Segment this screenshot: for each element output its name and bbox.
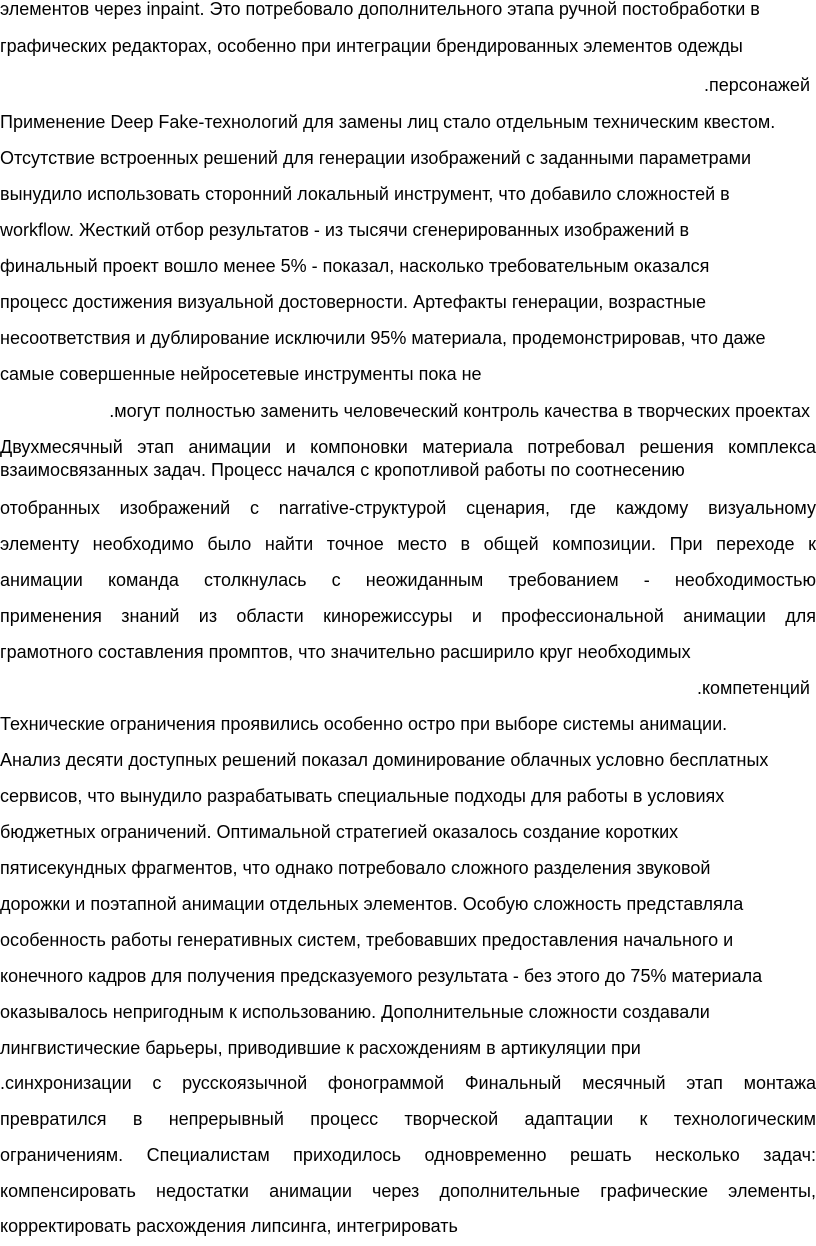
text-line-6: вынудило использовать сторонний локальный инструмент, что добавило сложностей в [0,184,730,204]
text-line-11: самые совершенные нейросетевые инструменты пока не [0,364,482,384]
text-line-26: дорожки и поэтапной анимации отдельных элементов. Особую сложность представляла [0,894,744,914]
text-line-28: конечного кадров для получения предсказуемого результата - без этого до 75% материала [0,966,763,986]
text-line-2: графических редакторах, особенно при интеграции брендированных элементов одежды [0,36,743,56]
text-line-16: элементу необходимо было найти точное место в общей композиции. При переходе к [0,534,816,554]
text-line-14: взаимосвязанных задач. Процесс начался с кропотливой работы по соотнесению [0,460,685,480]
text-line-24: бюджетных ограничений. Оптимальной стратегией оказалось создание коротких [0,822,679,842]
text-line-27: особенность работы генеративных систем, требовавших предоставления начального и [0,930,734,950]
text-line-9: процесс достижения визуальной достоверности. Артефакты генерации, возрастные [0,292,706,312]
text-line-21: Технические ограничения проявились особенно остро при выборе системы анимации. [0,714,728,734]
text-line-22: Анализ десяти доступных решений показал доминирование облачных условно бесплатных [0,750,769,770]
text-line-35: корректировать расхождения липсинга, интегрировать [0,1216,458,1236]
text-line-8: финальный проект вошло менее 5% - показал, насколько требовательным оказался [0,256,710,276]
text-line-30: лингвистические барьеры, приводившие к расхождениям в артикуляции при [0,1038,641,1058]
text-line-31: .синхронизации с русскоязычной фонограммой Финальный месячный этап монтажа [0,1073,816,1093]
text-line-3: .персонажей [703,75,810,95]
text-line-19: грамотного составления промптов, что значительно расширило круг необходимых [0,642,691,662]
text-line-15: отобранных изображений с narrative-структурой сценария, где каждому визуальному [0,498,816,518]
text-line-23: сервисов, что вынудило разрабатывать специальные подходы для работы в условиях [0,786,725,806]
text-line-18: применения знаний из области кинорежиссуры и профессиональной анимации для [0,606,816,626]
text-line-32: превратился в непрерывный процесс творческой адаптации к технологическим [0,1109,816,1129]
text-line-5: Отсутствие встроенных решений для генерации изображений с заданными параметрами [0,148,752,168]
text-line-29: оказывалось непригодным к использованию. Дополнительные сложности создавали [0,1002,710,1022]
text-line-34: компенсировать недостатки анимации через дополнительные графические элементы, [0,1181,816,1201]
text-line-13: Двухмесячный этап анимации и компоновки материала потребовал решения комплекса [0,437,816,457]
text-line-17: анимации команда столкнулась с неожиданным требованием - необходимостью [0,570,816,590]
text-line-4: Применение Deep Fake-технологий для замены лиц стало отдельным техническим квестом. [0,112,776,132]
text-line-7: workflow. Жесткий отбор результатов - из тысячи сгенерированных изображений в [0,220,690,240]
text-line-1: элементов через inpaint. Это потребовало дополнительного этапа ручной постобработки в [0,0,760,19]
text-line-25: пятисекундных фрагментов, что однако потребовало сложного разделения звуковой [0,858,711,878]
text-line-10: несоответствия и дублирование исключили 95% материала, продемонстрировав, что даже [0,328,766,348]
text-line-12: .могут полностью заменить человеческий контроль качества в творческих проектах [109,401,810,421]
text-line-33: ограничениям. Специалистам приходилось одновременно решать несколько задач: [0,1145,816,1165]
text-line-20: .компетенций [696,678,810,698]
